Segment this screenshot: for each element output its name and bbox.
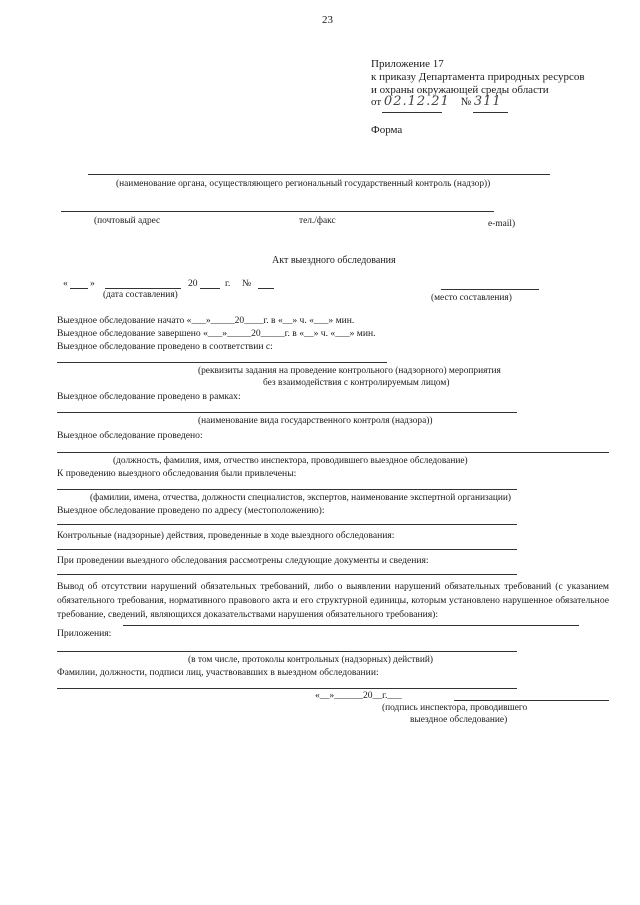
actions-blank: [57, 549, 517, 550]
task-caption-1: (реквизиты задания на проведение контрольного (надзорного) мероприятия: [198, 366, 501, 376]
control-type-line: [57, 412, 517, 413]
annex-date-handwritten: 02.12.21: [383, 94, 450, 109]
address-blank: [57, 524, 517, 525]
inspector-caption: (должность, фамилия, имя, отчество инспектора, проводившего выездное обследование): [113, 456, 468, 466]
authority-line: [88, 174, 550, 175]
day-blank: [70, 288, 88, 289]
place-line: [441, 289, 539, 290]
annex-no: №: [460, 96, 472, 108]
annex-line-1: Приложение 17: [371, 58, 444, 70]
protocols-caption: (в том числе, протоколы контрольных (надзорных) действий): [188, 655, 433, 665]
annex-date-row: [371, 95, 502, 110]
year-prefix: 20: [188, 278, 198, 289]
conducted-per-line: Выездное обследование проведено в соответствии с:: [57, 341, 273, 352]
actions-line: Контрольные (надзорные) действия, проведенные в ходе выездного обследования:: [57, 530, 395, 541]
attachments-line: Приложения:: [57, 628, 112, 639]
experts-caption: (фамилии, имена, отчества, должности специалистов, экспертов, наименование экспертной организации): [90, 493, 512, 503]
participants-line: Фамилии, должности, подписи лиц, участвовавших в выездном обследовании:: [57, 667, 379, 678]
year-suffix: г.: [225, 278, 231, 289]
within-line: Выездное обследование проведено в рамках:: [57, 391, 241, 402]
experts-line: [57, 489, 517, 490]
postal-line: [61, 211, 494, 212]
attachments-blank: [57, 651, 517, 652]
conclusion-blank: [123, 625, 579, 626]
date-close-quote: »: [90, 278, 95, 289]
number-sign: №: [242, 278, 252, 289]
signature-caption-1: (подпись инспектора, проводившего: [382, 703, 528, 713]
year-blank: [200, 288, 220, 289]
ended-line: Выездное обследование завершено «___»_____20_____г. в «__» ч. «___» мин.: [57, 328, 376, 339]
number-blank: [258, 288, 274, 289]
authority-caption: (наименование органа, осуществляющего региональный государственный контроль (надзор)): [116, 179, 491, 189]
task-caption-2: без взаимодействия с контролируемым лицом): [263, 378, 450, 388]
document-title: Акт выездного обследования: [272, 255, 396, 266]
started-line: Выездное обследование начато «___»_____20____г. в «__» ч. «___» мин.: [57, 315, 355, 326]
inspector-line: [57, 452, 609, 453]
postal-caption: (почтовый адрес: [94, 216, 161, 226]
page-number: 23: [322, 14, 333, 26]
conclusion-paragraph: Вывод об отсутствии нарушений обязательных требований, либо о выявлении нарушений обязательных требований (с указанием обязательного требования, нормативного правового акта и его структурной единицы, которым установлено нарушенное обязательное требование, сведений, являющихся доказательствами нарушения обязательного требования):: [57, 581, 609, 621]
tel-caption: тел./факс: [299, 216, 336, 226]
email-caption: e-mail): [488, 219, 516, 229]
signature-caption-2: выездное обследование): [410, 715, 508, 725]
conducted-by-line: Выездное обследование проведено:: [57, 430, 203, 441]
annex-line-3: и охраны окружающей среды области: [371, 84, 549, 96]
month-blank: [105, 288, 181, 289]
address-line: Выездное обследование проведено по адресу (местоположению):: [57, 505, 325, 516]
annex-date-underline: [382, 112, 442, 113]
documents-line: При проведении выездного обследования рассмотрены следующие документы и сведения:: [57, 555, 429, 566]
control-type-caption: (наименование вида государственного контроля (надзора)): [198, 416, 433, 426]
annex-number-handwritten: 311: [473, 94, 502, 109]
date-caption: (дата составления): [103, 290, 178, 300]
date-open-quote: «: [63, 278, 68, 289]
signature-date: «__»______20__г.___: [315, 690, 402, 701]
task-line: [57, 362, 387, 363]
signature-line: [454, 700, 609, 701]
place-caption: (место составления): [431, 293, 512, 303]
documents-blank: [57, 574, 517, 575]
involved-line: К проведению выездного обследования были привлечены:: [57, 468, 297, 479]
annex-ot: от: [371, 96, 382, 108]
form-label: Форма: [371, 124, 403, 136]
annex-number-underline: [473, 112, 508, 113]
participants-blank: [57, 688, 517, 689]
annex-line-2: к приказу Департамента природных ресурсов: [371, 71, 585, 83]
